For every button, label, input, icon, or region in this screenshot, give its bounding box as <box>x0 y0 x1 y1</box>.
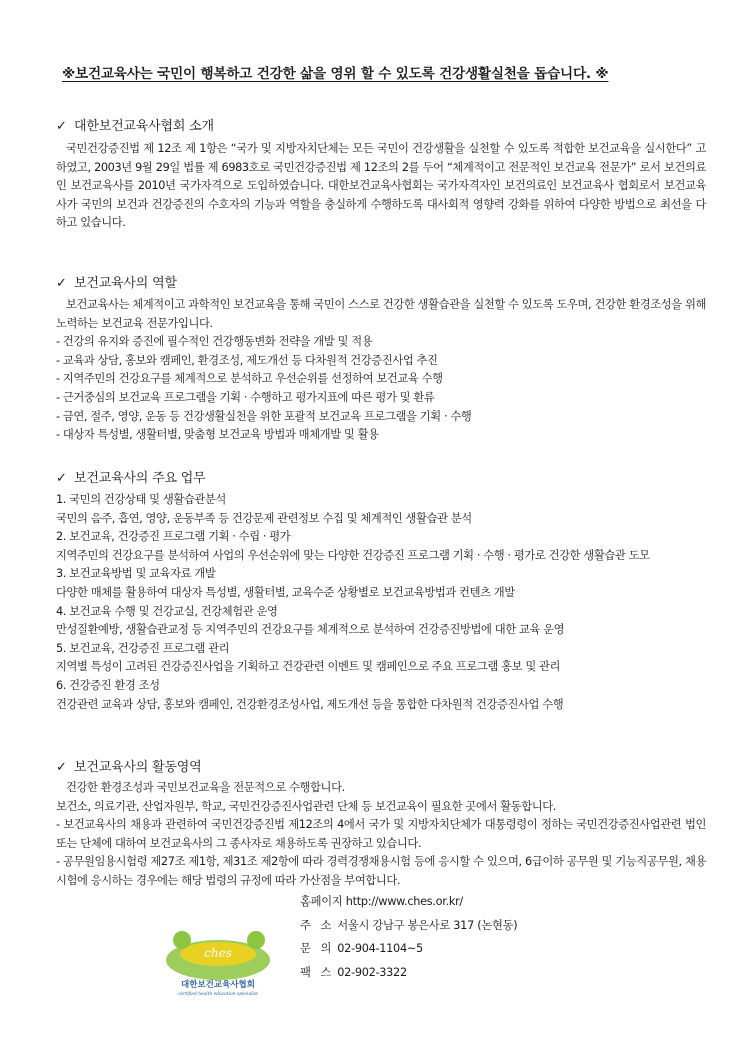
footer <box>160 890 660 1020</box>
logo-mark: ches <box>204 946 232 960</box>
duty-heading: 6. 건강증진 환경 조성 <box>56 678 160 692</box>
fax-value: 02-902-3322 <box>337 965 407 979</box>
section-activity-title: 보건교육사의 활동영역 <box>74 760 202 775</box>
section-intro-paragraph: 국민건강증진법 제 12조 제 1항은 “국가 및 지방자치단체는 모든 국민이 건강생활을 실천할 수 있도록 적합한 보건교육을 실시한다” 고 하였고, 2003년 9월 29일 법률 제 6983호로 국민건강증진법 제 12조의 2를 두어 “체계적이고 전문적인 보건교육 전문가” 로서 보건의료인 보건교육사를 2010년 국가자격으로 도입하였습니다. 대한보건교육사협회는 국가자격자인 보건의료인 보건교육사 협회로서 보건교육사가 국민의 보건과 건강증진의 수호자의 기능과 역할을 충실하게 수행하도록 대사회적 영향력 강화를 위하여 다양한 방법으로 최선을 다하고 있습니다. <box>56 142 706 230</box>
activity-paragraph: - 공무원임용시험령 제27조 제1항, 제31조 제2항에 따라 경력경쟁채용시험 등에 응시할 수 있으며, 6급이하 공무원 및 기능직공무원, 채용시험에 응시하는 경우에는 해당 법령의 규정에 따라 가산점을 부여합니다. <box>56 855 706 887</box>
list-item: - 근거중심의 보건교육 프로그램을 기획 · 수행하고 평가지표에 따른 평가 및 환류 <box>56 390 435 404</box>
list-item: - 대상자 특성별, 생활터별, 맞춤형 보건교육 방법과 매체개발 및 활용 <box>56 428 379 442</box>
address-value: 서울시 강남구 봉은사로 317 (논현동) <box>337 918 518 932</box>
duty-body: 지역주민의 건강요구를 분석하여 사업의 우선순위에 맞는 다양한 건강증진 프로그램 기획 · 수행 · 평가로 건강한 생활습관 도모 <box>56 548 650 562</box>
section-role-title: 보건교육사의 역할 <box>74 276 177 291</box>
homepage-link[interactable]: http://www.ches.or.kr/ <box>345 895 463 908</box>
phone-row <box>300 937 517 961</box>
activity-paragraph: - 보건교육사의 채용과 관련하여 국민건강증진법 제12조의 4에서 국가 및 지방자치단체가 대통령령이 정하는 국민건강증진사업관련 법인 또는 단체에 대하여 보건교육사의 그 종사자로 채용하도록 권장하고 있습니다. <box>56 818 706 850</box>
duty-body: 국민의 음주, 흡연, 영양, 운동부족 등 건강문제 관련정보 수집 및 체계적인 생활습관 분석 <box>56 511 472 525</box>
address-label: 주 소 <box>300 918 332 932</box>
section-title <box>56 468 706 490</box>
duty-body: 지역별 특성이 고려된 건강증진사업을 기획하고 건강관련 이벤트 및 캠페인으로 주요 프로그램 홍보 및 관리 <box>56 660 561 674</box>
duty-heading: 4. 보건교육 수행 및 건강교실, 건강체험관 운영 <box>56 604 278 618</box>
list-item: - 지역주민의 건강요구를 체계적으로 분석하고 우선순위를 선정하여 보건교육 수행 <box>56 372 443 386</box>
logo-text: 대한보건교육사협회 <box>181 980 255 990</box>
section-activity <box>56 757 706 891</box>
duty-body: 다양한 매체를 활용하여 대상자 특성별, 생활터별, 교육수준 상황별로 보건교육방법과 컨텐츠 개발 <box>56 585 515 599</box>
section-intro-title: 대한보건교육사협회 소개 <box>74 119 214 134</box>
duty-heading: 1. 국민의 건강상태 및 생활습관분석 <box>56 493 226 506</box>
contact-info <box>300 890 517 984</box>
homepage-row <box>300 890 517 914</box>
checkmark-icon: ✓ <box>56 760 67 775</box>
activity-line: 건강한 환경조성과 국민보건교육을 전문적으로 수행합니다. <box>66 781 345 794</box>
homepage-label: 홈페이지 <box>300 895 343 908</box>
section-role-paragraph: 보건교육사는 체계적이고 과학적인 보건교육을 통해 국민이 스스로 건강한 생활습관을 실천할 수 있도록 도우며, 건강한 환경조성을 위해 노력하는 보건교육 전문가입니다. <box>56 298 706 330</box>
section-intro <box>56 116 706 233</box>
logo-subtitle: certified health education specialist <box>178 992 258 997</box>
section-title <box>56 757 706 779</box>
section-role <box>56 273 706 445</box>
duty-heading: 5. 보건교육, 건강증진 프로그램 관리 <box>56 641 230 655</box>
phone-value: 02-904-1104~5 <box>337 942 423 955</box>
duty-heading: 3. 보건교육방법 및 교육자료 개발 <box>56 567 216 581</box>
duty-heading: 2. 보건교육, 건강증진 프로그램 기획 · 수립 · 평가 <box>56 530 291 544</box>
duty-body: 건강관련 교육과 상담, 홍보와 캠페인, 건강환경조성사업, 제도개선 등을 통합한 다차원적 건강증진사업 수행 <box>56 697 564 711</box>
section-duties <box>56 468 706 714</box>
checkmark-icon: ✓ <box>56 119 67 134</box>
duty-body: 만성질환예방, 생활습관교정 등 지역주민의 건강요구를 체계적으로 분석하여 건강증진방법에 대한 교육 운영 <box>56 623 565 637</box>
logo-graphic <box>160 926 280 998</box>
section-title <box>56 116 706 138</box>
section-duties-title: 보건교육사의 주요 업무 <box>74 471 206 486</box>
address-row <box>300 914 517 938</box>
checkmark-icon: ✓ <box>56 276 67 291</box>
fax-row <box>300 961 517 985</box>
checkmark-icon: ✓ <box>56 471 67 486</box>
association-logo <box>160 926 280 998</box>
list-item: - 건강의 유지와 증진에 필수적인 건강행동변화 전략을 개발 및 적용 <box>56 335 373 349</box>
page-headline: ※보건교육사는 국민이 행복하고 건강한 삶을 영위 할 수 있도록 건강생활실천을 돕습니다. ※ <box>62 66 609 82</box>
phone-label: 문 의 <box>300 942 332 955</box>
list-item: - 금연, 절주, 영양, 운동 등 건강생활실천을 위한 포괄적 보건교육 프로그램을 기획 · 수행 <box>56 409 472 423</box>
fax-label: 팩 스 <box>300 965 332 979</box>
list-item: - 교육과 상담, 홍보와 캠페인, 환경조성, 제도개선 등 다차원적 건강증진사업 추진 <box>56 353 438 367</box>
section-title <box>56 273 706 295</box>
activity-line: 보건소, 의료기관, 산업자원부, 학교, 국민건강증진사업관련 단체 등 보건교육이 필요한 곳에서 활동합니다. <box>56 799 556 813</box>
